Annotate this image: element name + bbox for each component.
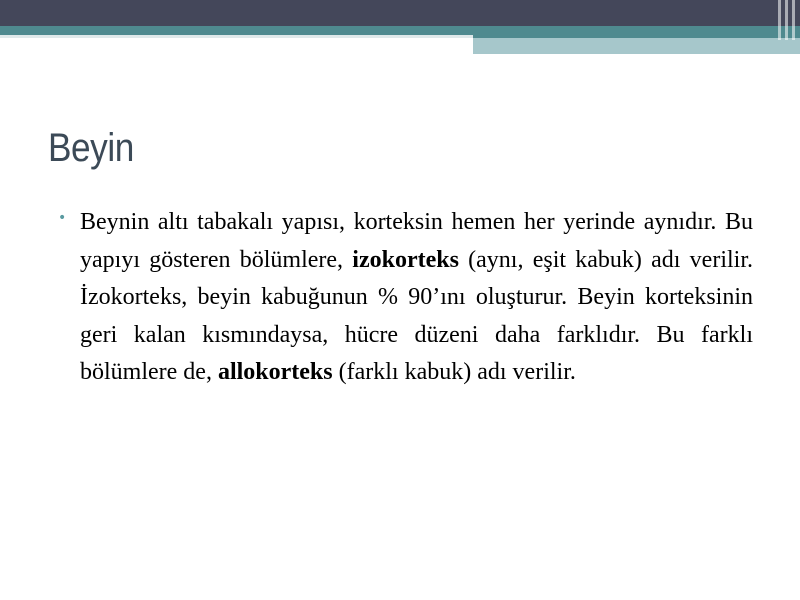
header-bar-highlight (0, 35, 473, 38)
bullet-item (56, 204, 753, 392)
bullet-text-part-1: Beynin altı tabakalı yapısı, korteksin hemen her yerinde aynıdır. Bu yapıyı gösteren bölümlere, (80, 209, 753, 273)
term-izokorteks: izokorteks (352, 246, 459, 273)
slide-title: Beyin (48, 126, 134, 170)
header-bar-light (473, 38, 800, 54)
header-corner-stripes (774, 0, 800, 40)
bullet-text (80, 204, 753, 392)
slide-content (56, 204, 753, 392)
bullet-text-part-3: (farklı kabuk) adı verilir. (332, 359, 576, 385)
header-bar-dark (0, 0, 800, 26)
term-allokorteks: allokorteks (217, 359, 333, 385)
bullet-text-part-2: (aynı, eşit kabuk) adı verilir. İzokorteks, beyin kabuğunun % 90’ını oluşturur. Beyin korteksinin geri kalan kısmındaysa, hücre düzeni daha farklıdır. Bu farklı bölümlere de, (80, 246, 754, 385)
bullet-dot-icon: • (58, 210, 67, 226)
